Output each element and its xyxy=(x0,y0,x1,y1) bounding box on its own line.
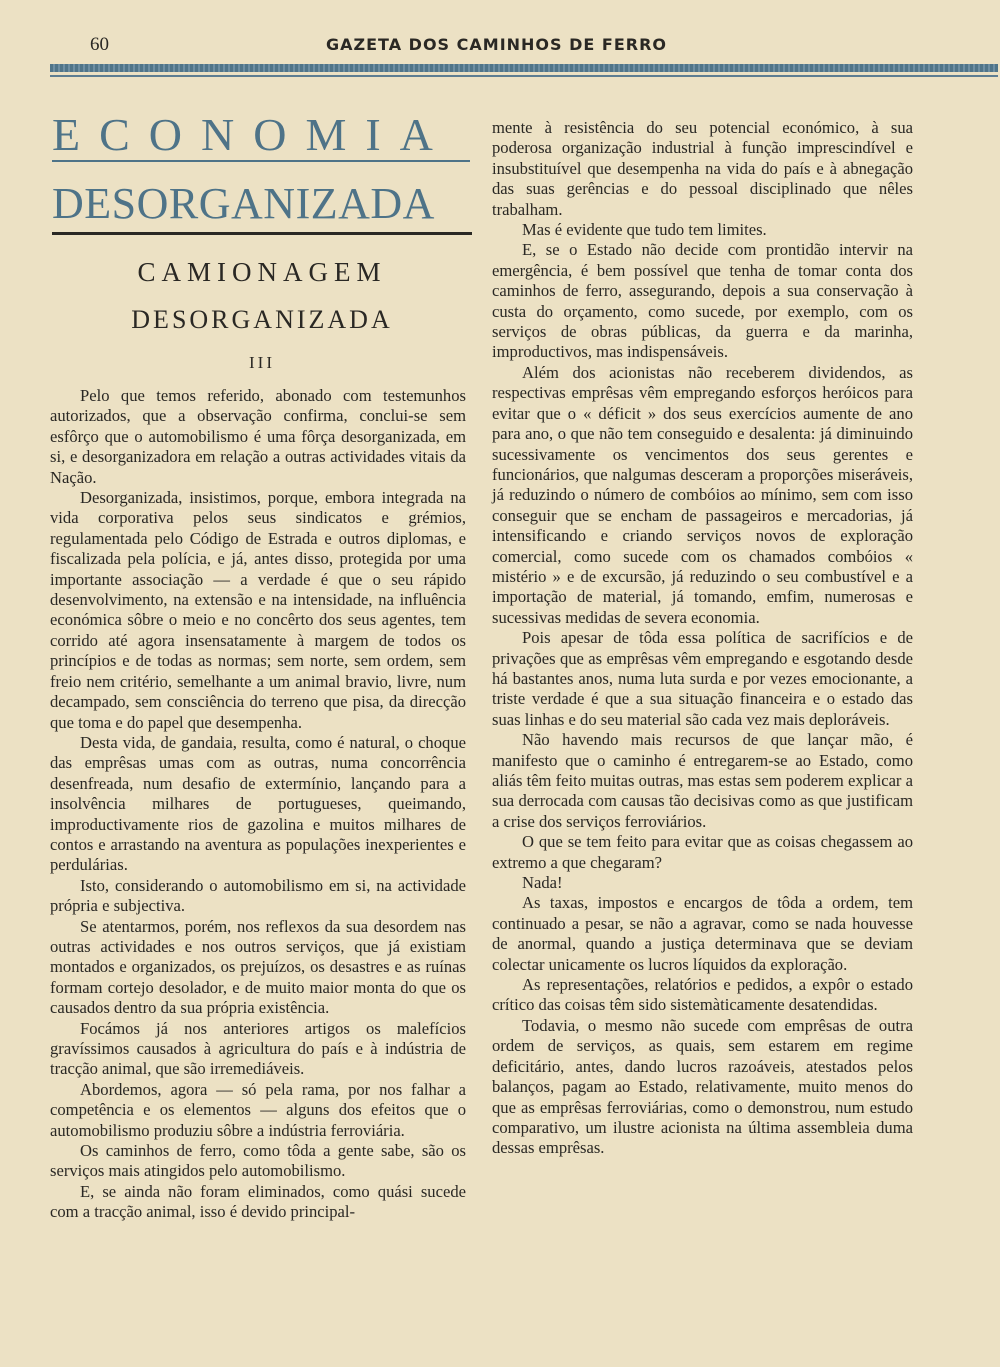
paragraph: As taxas, impostos e encargos de tôda a ordem, tem continuado a pesar, se não a agravar, como se nada houvesse de anormal, quando a justiça determinava que se deviam colectar unicamente os lucros líquidos da exploração. xyxy=(492,893,913,974)
page-number: 60 xyxy=(90,34,109,55)
title-underline xyxy=(52,160,470,162)
paragraph: Desorganizada, insistimos, porque, embora integrada na vida corporativa pelos seus sindicatos e grémios, regulamentada pelo Código de Estrada e outros diplomas, e fiscalizada pela polícia, e já, antes disso, protegida por uma importante associação — a verdade é que o seu rápido desenvolvimento, na extensão e na intensidade, na influência económica sôbre o meio e no concêrto dos seus agentes, tem corrido até agora insensatamente à margem de todos os princípios e de todas as normas; sem norte, sem ordem, sem freio nem critério, semelhante a um animal bravio, livre, num decampado, sem consciência do terreno que pisa, da direcção que toma e do papel que desempenha. xyxy=(50,488,466,732)
paragraph: Não havendo mais recursos de que lançar mão, é manifesto que o caminho é entregarem-se ao Estado, como aliás têm feito muitas outras, mas estas sem poderem explicar a sua derrocada com causas tão decisivas como as que justificam a crise dos serviços ferroviários. xyxy=(492,730,913,831)
header-rule xyxy=(50,64,998,72)
journal-title: GAZETA DOS CAMINHOS DE FERRO xyxy=(326,35,668,54)
header-rule-thin xyxy=(50,75,998,77)
right-column xyxy=(492,118,913,1159)
paragraph: Pelo que temos referido, abonado com testemunhos autorizados, que a observação confirma, conclui-se sem esfôrço que o automobilismo é uma fôrça desorganizada, em si, e desorganizadora em relação a outras actividades vitais da Nação. xyxy=(50,386,466,487)
paragraph: E, se ainda não foram eliminados, como quási sucede com a tracção animal, isso é devido principal- xyxy=(50,1181,466,1222)
paragraph: Isto, considerando o automobilismo em si, na actividade própria e subjectiva. xyxy=(50,875,466,916)
article-title-line-2: DESORGANIZADA xyxy=(52,179,435,228)
title-underline-bold xyxy=(52,232,472,235)
paragraph: O que se tem feito para evitar que as coisas chegassem ao extremo a que chegaram? xyxy=(492,832,913,872)
paragraph: Se atentarmos, porém, nos reflexos da sua desordem nas outras actividades e nos outros serviços, que já existiam montados e organizados, os prejuízos, os desastres e as ruínas formam cortejo desolador, e de muito maior monta do que os causados dentro da sua própria existência. xyxy=(50,916,466,1018)
paragraph: Nada! xyxy=(522,873,563,893)
article-subtitle-line-1: CAMIONAGEM xyxy=(137,257,387,287)
paragraph: Focámos já nos anteriores artigos os malefícios gravíssimos causados à agricultura do país e à indústria de tracção animal, que são irremediáveis. xyxy=(50,1018,466,1079)
paragraph: Além dos acionistas não receberem dividendos, as respectivas emprêsas vêm empregando esforços heróicos para evitar que o « déficit » dos seus exercícios aumente de ano para ano, o que não tem conseguido e desalenta: já diminuindo sucessivamente os vencimentos dos seus gerentes e funcionários, que nalgumas desceram a proporções miseráveis, já reduzindo o número de combóios ao mínimo, sem com isso conseguir que se encham de passageiros e mercadorias, já intensificando e criando serviços novos de exploração comercial, como sucede com os chamados combóios « mistério » e de excursão, já reduzindo o seu combustível e a importação de material, já tomando, emfim, numerosas e sucessivas medidas de severa economia. xyxy=(492,362,913,627)
article-subtitle-line-2: DESORGANIZADA xyxy=(131,305,393,334)
paragraph: Desta vida, de gandaia, resulta, como é natural, o choque das emprêsas umas com as outras, numa concorrência desenfreada, num desafio de extermínio, lançando para a insolvência milhares de portugueses, queimando, improductivamente rios de gazolina e muitos milhares de contos e arrastando na aventura as populações inexperientes e perdulárias. xyxy=(50,732,466,875)
paragraph: Pois apesar de tôda essa política de sacrifícios e de privações que as emprêsas vêm empregando e esgotando desde há bastantes anos, numa luta surda e por vezes emocionante, a triste verdade é que a sua situação financeira e o estado das suas linhas e do seu material são cada vez mais deploráveis. xyxy=(492,628,913,729)
paragraph: Os caminhos de ferro, como tôda a gente sabe, são os serviços mais atingidos pelo automobilismo. xyxy=(50,1141,466,1181)
paragraph: As representações, relatórios e pedidos, a expôr o estado crítico das coisas têm sido sistemàticamente desatendidas. xyxy=(492,975,913,1015)
article-part-number: III xyxy=(249,353,275,372)
paragraph: Mas é evidente que tudo tem limites. xyxy=(522,220,767,240)
paragraph: Abordemos, agora — só pela rama, por nos falhar a competência e os elementos — alguns dos efeitos que o automobilismo produziu sôbre a indústria ferroviária. xyxy=(50,1079,466,1140)
article-title-line-1: ECONOMIA xyxy=(52,109,452,160)
paragraph: E, se o Estado não decide com prontidão intervir na emergência, é bem possível que tenha de tomar conta dos caminhos de ferro, assegurando, depois a sua conservação à custa do orçamento, como sucede, por exemplo, com os serviços de obras públicas, da guerra e da marinha, improductivos, mas indispensáveis. xyxy=(492,240,913,362)
paragraph-continuation: mente à resistência do seu potencial económico, à sua poderosa organização industrial à função imprescindível e insubstituível que desempenha na vida do país e à abnegação das suas gerências e do pessoal disciplinado que nêles trabalham. xyxy=(492,118,913,219)
paragraph: Todavia, o mesmo não sucede com emprêsas de outra ordem de serviços, as quais, sem estarem em regime deficitário, antes, dando lucros razoáveis, atestados pelos balanços, pagam ao Estado, relativamente, muito menos do que as emprêsas ferroviárias, como o demonstrou, num estudo comparativo, um ilustre acionista na última assembleia duma dessas emprêsas. xyxy=(492,1015,913,1158)
left-column xyxy=(50,386,466,1223)
